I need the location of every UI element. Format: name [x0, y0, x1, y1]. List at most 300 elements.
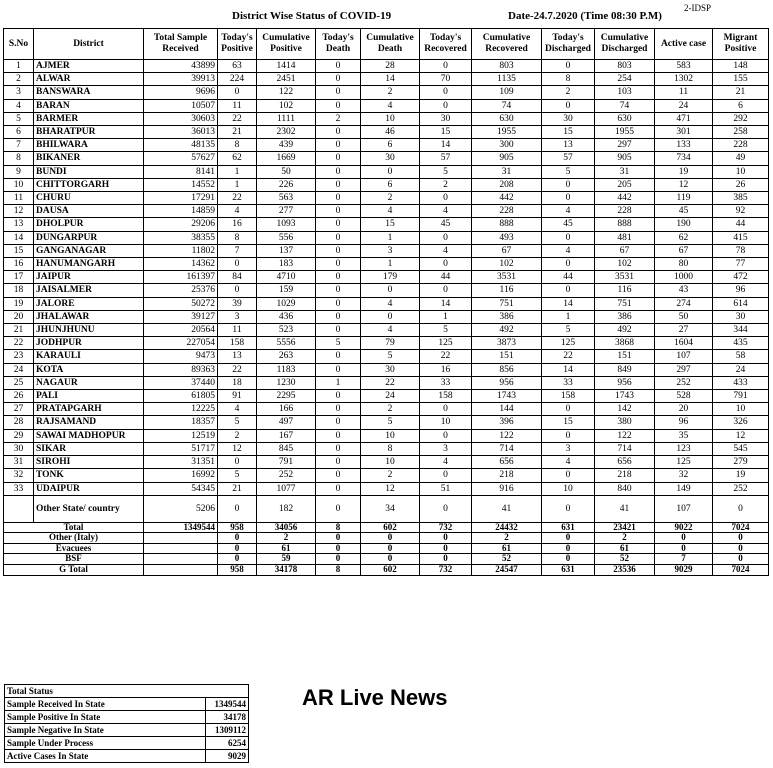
col-header: Total Sample Received	[144, 29, 218, 60]
table-row	[4, 60, 769, 73]
today-death-cell: 0	[316, 244, 361, 257]
cum-death-cell: 4	[361, 99, 420, 112]
cum-death-cell: 15	[361, 218, 420, 231]
cum-positive-cell: 1183	[257, 363, 316, 376]
today-positive-cell: 21	[218, 126, 257, 139]
cum-positive-cell: 34178	[257, 565, 316, 576]
cum-death-cell: 602	[361, 522, 420, 533]
samples-cell: 51717	[144, 442, 218, 455]
today-recovered-cell: 4	[420, 456, 472, 469]
today-recovered-cell: 22	[420, 350, 472, 363]
today-discharged-cell: 0	[542, 469, 595, 482]
today-discharged-cell: 15	[542, 416, 595, 429]
active-cell: 0	[655, 543, 713, 554]
cum-discharged-cell: 23536	[595, 565, 655, 576]
today-recovered-cell: 14	[420, 297, 472, 310]
cum-discharged-cell: 803	[595, 60, 655, 73]
district-cell: PRATAPGARH	[34, 403, 144, 416]
today-death-cell: 1	[316, 376, 361, 389]
today-death-cell: 0	[316, 86, 361, 99]
samples-cell: 11802	[144, 244, 218, 257]
today-recovered-cell: 0	[420, 495, 472, 522]
table-row	[4, 271, 769, 284]
cum-death-cell: 4	[361, 324, 420, 337]
table-row	[4, 218, 769, 231]
status-title-row	[5, 685, 249, 698]
migrant-cell: 78	[713, 244, 769, 257]
cum-discharged-cell: 386	[595, 310, 655, 323]
cum-death-cell: 0	[361, 554, 420, 565]
active-cell: 96	[655, 416, 713, 429]
cum-recovered-cell: 24432	[472, 522, 542, 533]
cum-discharged-cell: 751	[595, 297, 655, 310]
district-cell: Other State/ country	[34, 495, 144, 522]
sno-cell: 6	[4, 126, 34, 139]
table-row	[4, 324, 769, 337]
sno-cell: 30	[4, 442, 34, 455]
migrant-cell: 415	[713, 231, 769, 244]
today-discharged-cell: 10	[542, 482, 595, 495]
samples-cell: 16992	[144, 469, 218, 482]
cum-death-cell: 6	[361, 178, 420, 191]
today-death-cell: 0	[316, 363, 361, 376]
today-discharged-cell: 0	[542, 495, 595, 522]
report-header	[0, 10, 773, 26]
col-header: Cumulative Death	[361, 29, 420, 60]
samples-cell: 161397	[144, 271, 218, 284]
migrant-cell: 96	[713, 284, 769, 297]
cum-positive-cell: 122	[257, 86, 316, 99]
cum-discharged-cell: 3868	[595, 337, 655, 350]
sno-cell: 19	[4, 297, 34, 310]
cum-death-cell: 0	[361, 165, 420, 178]
active-cell: 20	[655, 403, 713, 416]
migrant-cell: 92	[713, 205, 769, 218]
samples-cell: 14552	[144, 178, 218, 191]
today-death-cell: 0	[316, 554, 361, 565]
total-label: BSF	[4, 554, 144, 565]
samples-cell: 14362	[144, 258, 218, 271]
today-recovered-cell: 51	[420, 482, 472, 495]
cum-recovered-cell: 656	[472, 456, 542, 469]
today-recovered-cell: 732	[420, 522, 472, 533]
cum-recovered-cell: 3531	[472, 271, 542, 284]
today-positive-cell: 39	[218, 297, 257, 310]
table-row	[4, 390, 769, 403]
today-death-cell: 0	[316, 60, 361, 73]
migrant-cell: 30	[713, 310, 769, 323]
cum-positive-cell: 50	[257, 165, 316, 178]
status-value: 1309112	[206, 724, 249, 737]
cum-recovered-cell: 52	[472, 554, 542, 565]
today-recovered-cell: 14	[420, 139, 472, 152]
district-cell: CHITTORGARH	[34, 178, 144, 191]
total-row	[4, 554, 769, 565]
sno-cell: 16	[4, 258, 34, 271]
cum-discharged-cell: 151	[595, 350, 655, 363]
table-row	[4, 363, 769, 376]
cum-discharged-cell: 74	[595, 99, 655, 112]
cum-positive-cell: 1414	[257, 60, 316, 73]
sno-cell: 28	[4, 416, 34, 429]
migrant-cell: 7024	[713, 565, 769, 576]
today-recovered-cell: 45	[420, 218, 472, 231]
district-cell: BHILWARA	[34, 139, 144, 152]
today-recovered-cell: 0	[420, 403, 472, 416]
today-death-cell: 0	[316, 533, 361, 544]
sno-cell: 1	[4, 60, 34, 73]
table-row-other	[4, 495, 769, 522]
district-cell: BUNDI	[34, 165, 144, 178]
table-row	[4, 112, 769, 125]
today-death-cell: 0	[316, 310, 361, 323]
table-row	[4, 192, 769, 205]
today-recovered-cell: 0	[420, 429, 472, 442]
today-positive-cell: 1	[218, 178, 257, 191]
cum-positive-cell: 61	[257, 543, 316, 554]
today-discharged-cell: 0	[542, 258, 595, 271]
today-recovered-cell: 0	[420, 231, 472, 244]
today-death-cell: 0	[316, 350, 361, 363]
cum-positive-cell: 2	[257, 533, 316, 544]
cum-positive-cell: 167	[257, 429, 316, 442]
today-positive-cell: 11	[218, 99, 257, 112]
table-row	[4, 205, 769, 218]
active-cell: 190	[655, 218, 713, 231]
cum-recovered-cell: 386	[472, 310, 542, 323]
today-positive-cell: 12	[218, 442, 257, 455]
status-row	[5, 737, 249, 750]
sno-cell: 8	[4, 152, 34, 165]
sno-cell: 22	[4, 337, 34, 350]
today-recovered-cell: 5	[420, 324, 472, 337]
today-positive-cell: 13	[218, 350, 257, 363]
cum-positive-cell: 1029	[257, 297, 316, 310]
today-discharged-cell: 14	[542, 363, 595, 376]
today-recovered-cell: 5	[420, 165, 472, 178]
cum-recovered-cell: 396	[472, 416, 542, 429]
cum-death-cell: 2	[361, 469, 420, 482]
migrant-cell: 77	[713, 258, 769, 271]
cum-positive-cell: 2302	[257, 126, 316, 139]
today-recovered-cell: 0	[420, 543, 472, 554]
migrant-cell: 12	[713, 429, 769, 442]
today-positive-cell: 22	[218, 192, 257, 205]
today-death-cell: 0	[316, 178, 361, 191]
table-row	[4, 337, 769, 350]
sno-cell: 31	[4, 456, 34, 469]
cum-recovered-cell: 956	[472, 376, 542, 389]
sno-cell: 25	[4, 376, 34, 389]
active-cell: 1000	[655, 271, 713, 284]
samples-cell: 18357	[144, 416, 218, 429]
today-death-cell: 0	[316, 297, 361, 310]
cum-positive-cell: 497	[257, 416, 316, 429]
today-discharged-cell: 0	[542, 60, 595, 73]
sno-cell: 26	[4, 390, 34, 403]
cum-positive-cell: 2451	[257, 73, 316, 86]
samples-cell: 14859	[144, 205, 218, 218]
today-recovered-cell: 44	[420, 271, 472, 284]
today-positive-cell: 8	[218, 139, 257, 152]
today-positive-cell: 4	[218, 205, 257, 218]
today-positive-cell: 224	[218, 73, 257, 86]
cum-positive-cell: 159	[257, 284, 316, 297]
migrant-cell: 26	[713, 178, 769, 191]
cum-discharged-cell: 52	[595, 554, 655, 565]
active-cell: 12	[655, 178, 713, 191]
status-value: 34178	[206, 711, 249, 724]
cum-death-cell: 4	[361, 297, 420, 310]
cum-discharged-cell: 2	[595, 533, 655, 544]
cum-death-cell: 10	[361, 112, 420, 125]
today-recovered-cell: 70	[420, 73, 472, 86]
active-cell: 107	[655, 495, 713, 522]
samples-cell: 12519	[144, 429, 218, 442]
today-recovered-cell: 0	[420, 533, 472, 544]
today-discharged-cell: 4	[542, 205, 595, 218]
samples-cell: 8141	[144, 165, 218, 178]
sno-cell: 13	[4, 218, 34, 231]
table-row	[4, 178, 769, 191]
brand-watermark: AR Live News	[302, 685, 448, 710]
cum-recovered-cell: 218	[472, 469, 542, 482]
cum-recovered-cell: 493	[472, 231, 542, 244]
table-row	[4, 152, 769, 165]
sno-cell: 17	[4, 271, 34, 284]
sno-cell: 32	[4, 469, 34, 482]
cum-discharged-cell: 1743	[595, 390, 655, 403]
cum-death-cell: 30	[361, 152, 420, 165]
today-positive-cell: 63	[218, 60, 257, 73]
cum-death-cell: 0	[361, 543, 420, 554]
table-row	[4, 482, 769, 495]
cum-recovered-cell: 31	[472, 165, 542, 178]
active-cell: 0	[655, 533, 713, 544]
cum-positive-cell: 1230	[257, 376, 316, 389]
today-death-cell: 0	[316, 139, 361, 152]
migrant-cell: 19	[713, 469, 769, 482]
migrant-cell: 258	[713, 126, 769, 139]
today-discharged-cell: 0	[542, 178, 595, 191]
cum-discharged-cell: 380	[595, 416, 655, 429]
status-value: 9029	[206, 750, 249, 763]
cum-positive-cell: 1669	[257, 152, 316, 165]
cum-discharged-cell: 849	[595, 363, 655, 376]
table-row	[4, 126, 769, 139]
sno-cell: 9	[4, 165, 34, 178]
today-recovered-cell: 125	[420, 337, 472, 350]
active-cell: 45	[655, 205, 713, 218]
district-cell: BIKANER	[34, 152, 144, 165]
district-cell: SIKAR	[34, 442, 144, 455]
cum-discharged-cell: 905	[595, 152, 655, 165]
total-label: Other (Italy)	[4, 533, 144, 544]
cum-discharged-cell: 888	[595, 218, 655, 231]
cum-positive-cell: 436	[257, 310, 316, 323]
today-positive-cell: 4	[218, 403, 257, 416]
cum-death-cell: 14	[361, 73, 420, 86]
district-cell: JODHPUR	[34, 337, 144, 350]
migrant-cell: 252	[713, 482, 769, 495]
migrant-cell: 58	[713, 350, 769, 363]
total-label: G Total	[4, 565, 144, 576]
cum-recovered-cell: 1743	[472, 390, 542, 403]
today-positive-cell: 16	[218, 218, 257, 231]
today-positive-cell: 958	[218, 565, 257, 576]
samples-cell: 12225	[144, 403, 218, 416]
sno-cell: 7	[4, 139, 34, 152]
active-cell: 119	[655, 192, 713, 205]
district-cell: BARAN	[34, 99, 144, 112]
cum-discharged-cell: 630	[595, 112, 655, 125]
active-cell: 27	[655, 324, 713, 337]
today-death-cell: 0	[316, 324, 361, 337]
cum-discharged-cell: 116	[595, 284, 655, 297]
today-death-cell: 8	[316, 565, 361, 576]
district-cell: DHOLPUR	[34, 218, 144, 231]
cum-positive-cell: 226	[257, 178, 316, 191]
samples-cell: 48135	[144, 139, 218, 152]
cum-discharged-cell: 103	[595, 86, 655, 99]
today-recovered-cell: 16	[420, 363, 472, 376]
active-cell: 274	[655, 297, 713, 310]
cum-positive-cell: 1111	[257, 112, 316, 125]
cum-death-cell: 1	[361, 231, 420, 244]
migrant-cell: 472	[713, 271, 769, 284]
cum-death-cell: 10	[361, 456, 420, 469]
cum-recovered-cell: 102	[472, 258, 542, 271]
today-recovered-cell: 0	[420, 99, 472, 112]
cum-death-cell: 28	[361, 60, 420, 73]
today-death-cell: 0	[316, 543, 361, 554]
samples-cell	[144, 543, 218, 554]
today-discharged-cell: 0	[542, 99, 595, 112]
cum-recovered-cell: 905	[472, 152, 542, 165]
migrant-cell: 344	[713, 324, 769, 337]
cum-positive-cell: 59	[257, 554, 316, 565]
district-cell: BANSWARA	[34, 86, 144, 99]
cum-positive-cell: 439	[257, 139, 316, 152]
district-cell: JAISALMER	[34, 284, 144, 297]
samples-cell: 9696	[144, 86, 218, 99]
district-cell: SAWAI MADHOPUR	[34, 429, 144, 442]
today-positive-cell: 958	[218, 522, 257, 533]
status-row	[5, 750, 249, 763]
samples-cell: 25376	[144, 284, 218, 297]
sno-cell: 2	[4, 73, 34, 86]
sno-cell: 15	[4, 244, 34, 257]
migrant-cell: 791	[713, 390, 769, 403]
table-row	[4, 416, 769, 429]
samples-cell: 57627	[144, 152, 218, 165]
sno-cell: 21	[4, 324, 34, 337]
today-discharged-cell: 45	[542, 218, 595, 231]
today-discharged-cell: 5	[542, 324, 595, 337]
total-label: Total	[4, 522, 144, 533]
today-death-cell: 8	[316, 522, 361, 533]
sno-cell: 3	[4, 86, 34, 99]
col-header: District	[34, 29, 144, 60]
today-discharged-cell: 3	[542, 442, 595, 455]
active-cell: 301	[655, 126, 713, 139]
district-cell: DUNGARPUR	[34, 231, 144, 244]
today-positive-cell: 0	[218, 258, 257, 271]
cum-discharged-cell: 442	[595, 192, 655, 205]
today-death-cell: 0	[316, 205, 361, 218]
cum-recovered-cell: 67	[472, 244, 542, 257]
today-death-cell: 0	[316, 284, 361, 297]
today-discharged-cell: 33	[542, 376, 595, 389]
active-cell: 583	[655, 60, 713, 73]
cum-death-cell: 34	[361, 495, 420, 522]
cum-positive-cell: 34056	[257, 522, 316, 533]
today-positive-cell: 21	[218, 482, 257, 495]
cum-death-cell: 2	[361, 86, 420, 99]
migrant-cell: 614	[713, 297, 769, 310]
table-row	[4, 429, 769, 442]
cum-positive-cell: 523	[257, 324, 316, 337]
cum-death-cell: 0	[361, 533, 420, 544]
today-discharged-cell: 8	[542, 73, 595, 86]
table-row	[4, 284, 769, 297]
cum-positive-cell: 1093	[257, 218, 316, 231]
district-cell: ALWAR	[34, 73, 144, 86]
col-header: S.No	[4, 29, 34, 60]
today-discharged-cell: 15	[542, 126, 595, 139]
samples-cell: 38355	[144, 231, 218, 244]
today-positive-cell: 0	[218, 284, 257, 297]
cum-death-cell: 4	[361, 205, 420, 218]
today-recovered-cell: 0	[420, 60, 472, 73]
today-recovered-cell: 0	[420, 469, 472, 482]
today-discharged-cell: 0	[542, 284, 595, 297]
today-discharged-cell: 0	[542, 554, 595, 565]
cum-recovered-cell: 144	[472, 403, 542, 416]
cum-discharged-cell: 3531	[595, 271, 655, 284]
cum-positive-cell: 845	[257, 442, 316, 455]
today-positive-cell: 22	[218, 363, 257, 376]
today-recovered-cell: 3	[420, 442, 472, 455]
cum-positive-cell: 102	[257, 99, 316, 112]
district-cell: DAUSA	[34, 205, 144, 218]
today-discharged-cell: 0	[542, 192, 595, 205]
today-death-cell: 0	[316, 152, 361, 165]
migrant-cell: 7024	[713, 522, 769, 533]
migrant-cell: 6	[713, 99, 769, 112]
today-discharged-cell: 125	[542, 337, 595, 350]
table-row	[4, 244, 769, 257]
cum-positive-cell: 263	[257, 350, 316, 363]
sno-cell: 20	[4, 310, 34, 323]
doc-tag: 2-IDSP	[683, 3, 711, 13]
cum-recovered-cell: 300	[472, 139, 542, 152]
cum-discharged-cell: 254	[595, 73, 655, 86]
status-label: Sample Received In State	[5, 698, 206, 711]
today-death-cell: 0	[316, 73, 361, 86]
active-cell: 11	[655, 86, 713, 99]
col-header: Active case	[655, 29, 713, 60]
samples-cell: 43899	[144, 60, 218, 73]
today-positive-cell: 11	[218, 324, 257, 337]
today-death-cell: 0	[316, 495, 361, 522]
cum-recovered-cell: 109	[472, 86, 542, 99]
table-header-row	[4, 29, 769, 60]
active-cell: 62	[655, 231, 713, 244]
total-row	[4, 565, 769, 576]
status-label: Active Cases In State	[5, 750, 206, 763]
today-positive-cell: 158	[218, 337, 257, 350]
